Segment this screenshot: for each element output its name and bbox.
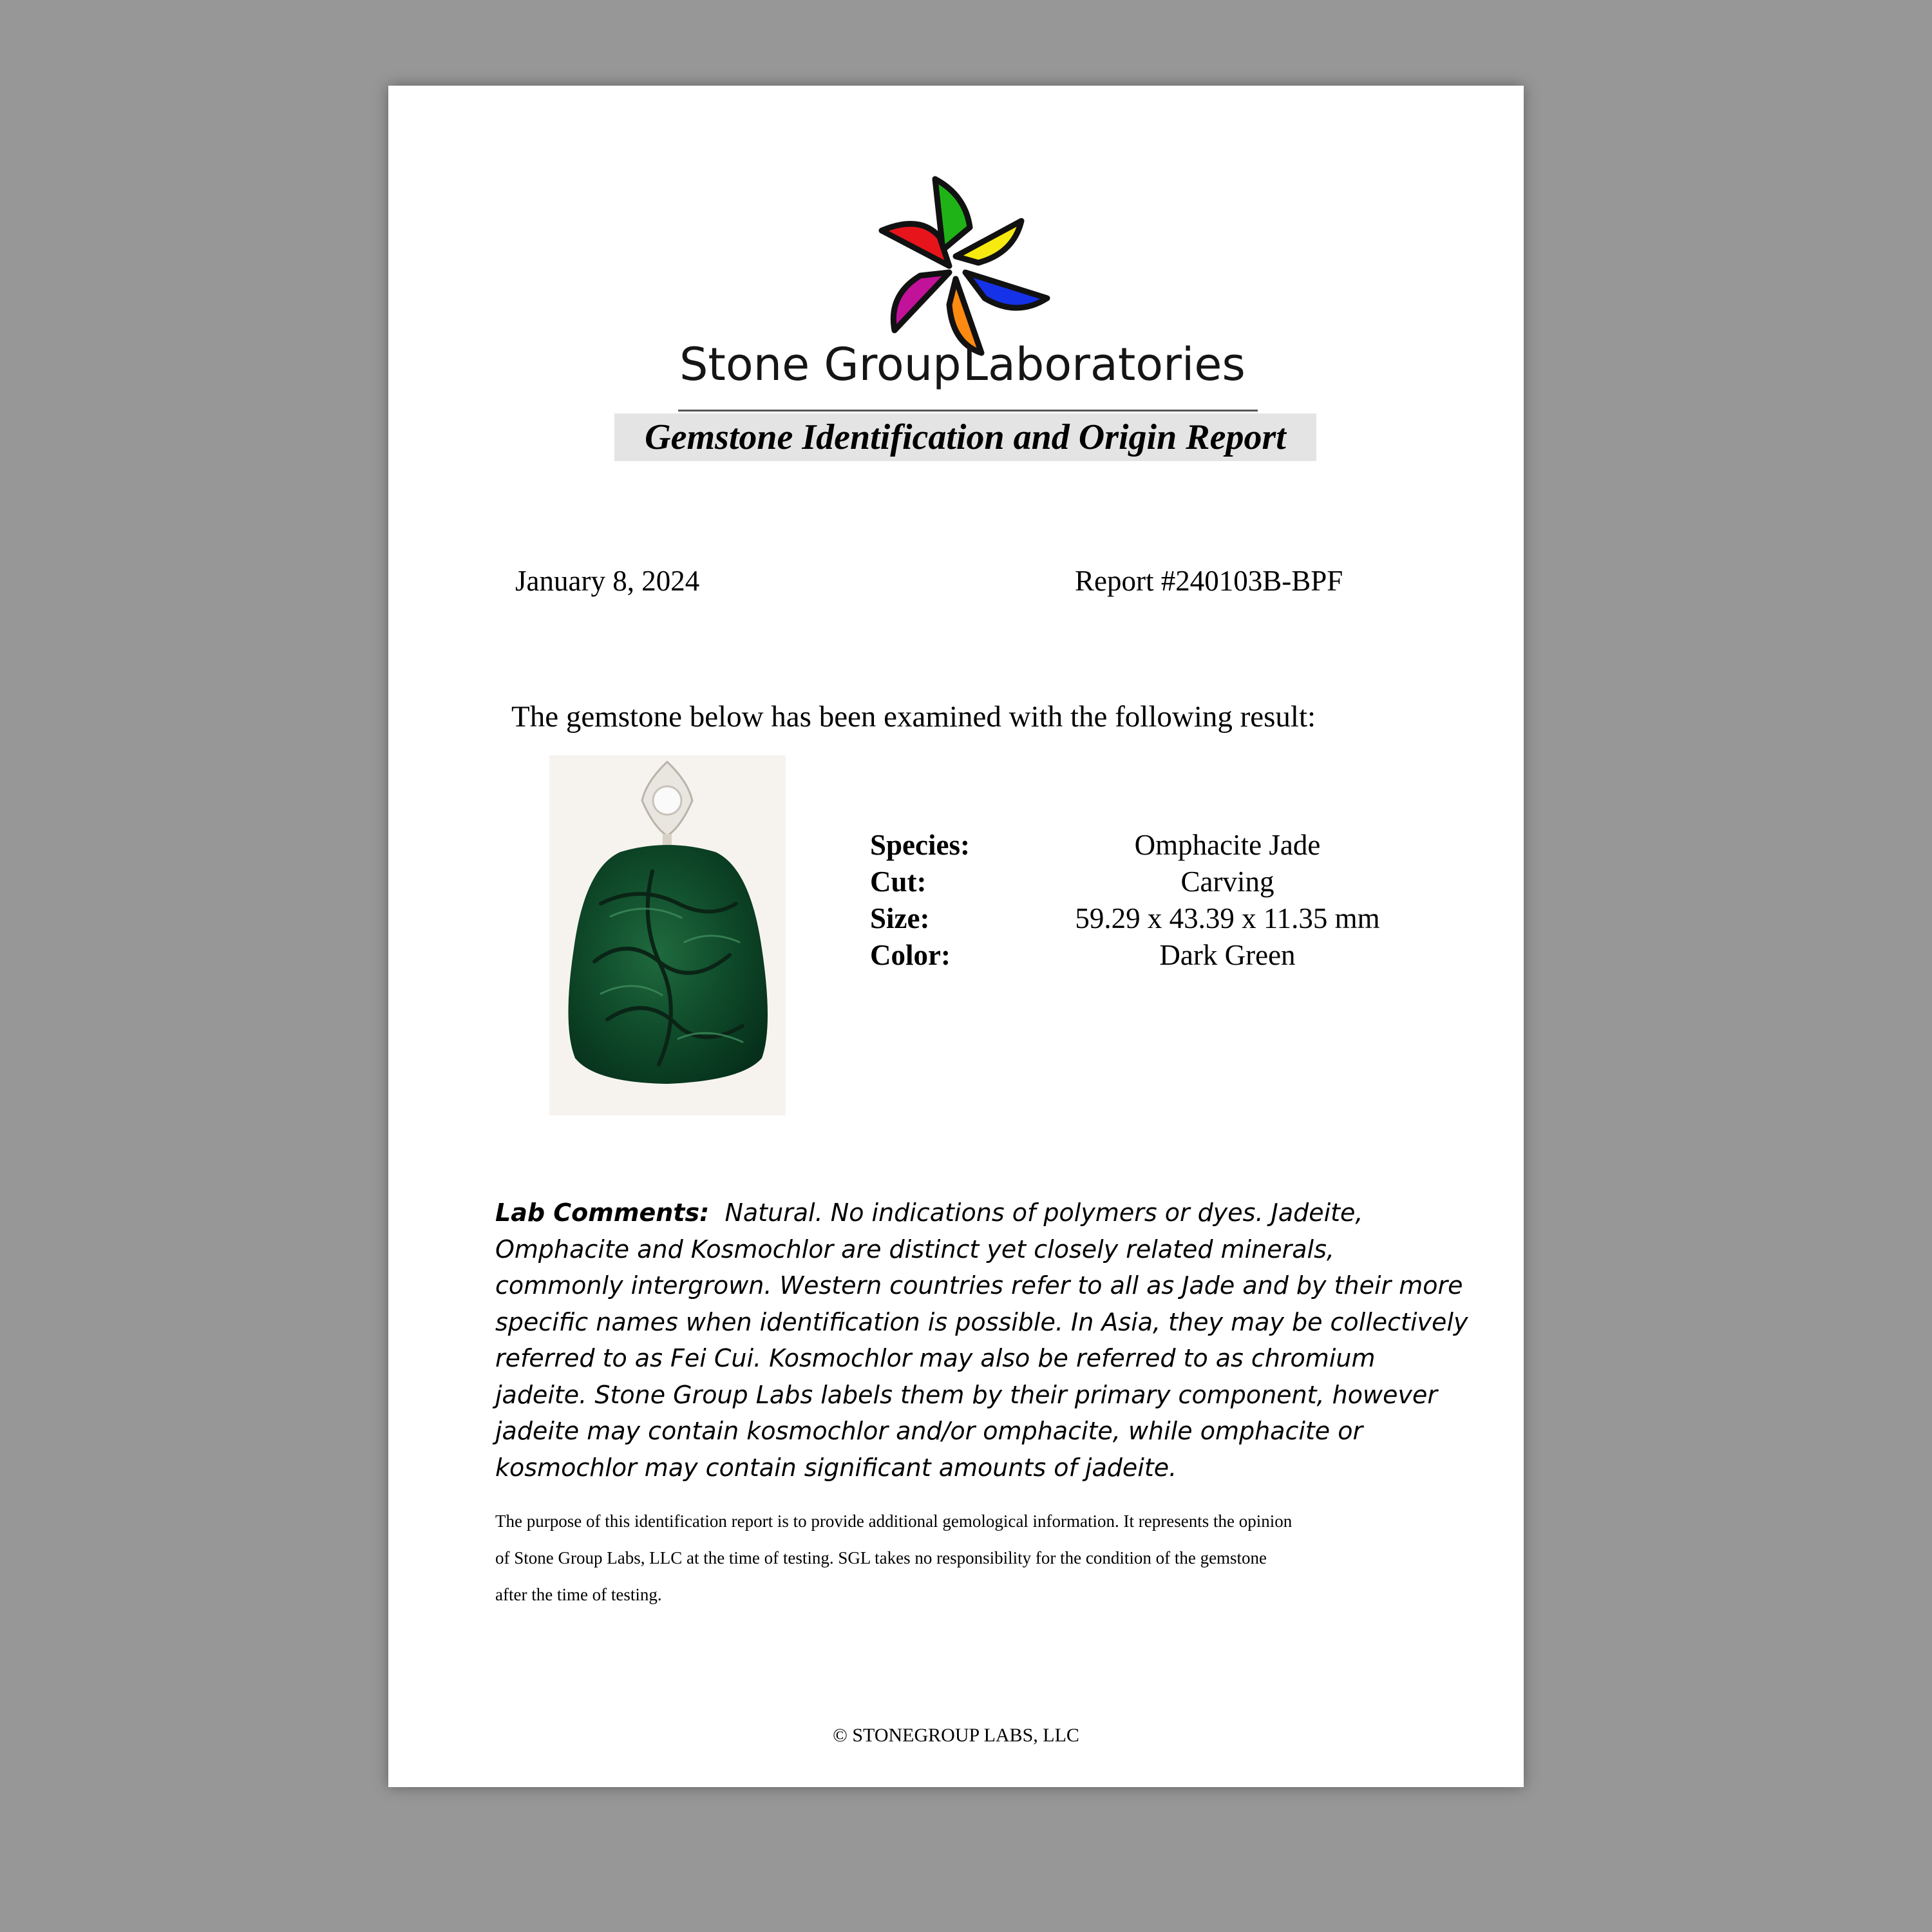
spec-label: Color: <box>870 939 951 971</box>
copyright-footer: © STONEGROUP LABS, LLC <box>833 1725 1079 1746</box>
spec-label: Species: <box>870 829 970 861</box>
logo-petal <box>965 272 1047 308</box>
lab-comments-line: commonly intergrown. Western countries refer to all as Jade and by their more <box>495 1271 1463 1300</box>
pinwheel-logo-icon <box>859 166 1065 359</box>
gemstone-photo <box>549 755 786 1115</box>
spec-value: 59.29 x 43.39 x 11.35 mm <box>1075 902 1380 934</box>
disclaimer <box>495 1503 1435 1613</box>
lab-comments-label: Lab Comments: <box>495 1198 710 1227</box>
intro-text: The gemstone below has been examined with the following result: <box>511 700 1316 734</box>
report-title: Gemstone Identification and Origin Report <box>614 413 1316 461</box>
spec-label: Size: <box>870 902 930 934</box>
lab-comments <box>495 1195 1468 1486</box>
spec-value: Dark Green <box>1159 939 1296 971</box>
lab-comments-line: jadeite may contain kosmochlor and/or omphacite, while omphacite or <box>495 1417 1363 1445</box>
disclaimer-line: of Stone Group Labs, LLC at the time of testing. SGL takes no responsibility for the condition of the gemstone <box>495 1548 1267 1567</box>
lab-comments-line: Omphacite and Kosmochlor are distinct yet closely related minerals, <box>495 1235 1334 1264</box>
lab-comments-line: jadeite. Stone Group Labs labels them by their primary component, however <box>495 1380 1437 1409</box>
brand-name-left: Stone Group <box>679 338 961 391</box>
disclaimer-line: The purpose of this identification report is to provide additional gemological information. It represents the opinion <box>495 1511 1293 1531</box>
lab-comments-line: specific names when identification is possible. In Asia, they may be collectively <box>495 1307 1468 1336</box>
lab-comments-line: kosmochlor may contain significant amounts of jadeite. <box>495 1453 1177 1482</box>
spec-value: Carving <box>1180 866 1274 898</box>
spec-value: Omphacite Jade <box>1134 829 1321 861</box>
spec-row-species <box>870 828 1450 865</box>
lab-comments-line <box>495 1195 1448 1231</box>
brand-name <box>678 338 1258 409</box>
disclaimer-line: after the time of testing. <box>495 1585 662 1604</box>
report-page <box>388 86 1524 1787</box>
report-number: Report #240103B-BPF <box>1075 565 1343 597</box>
spec-row-cut <box>870 865 1450 902</box>
brand-divider <box>678 410 1258 412</box>
spec-row-size <box>870 902 1450 938</box>
spec-label: Cut: <box>870 866 927 898</box>
brand-name-right: Laboratories <box>963 338 1245 391</box>
lab-comments-text: Natural. No indications of polymers or dyes. Jadeite, <box>724 1198 1363 1227</box>
spec-row-color <box>870 938 1450 975</box>
lab-comments-line: referred to as Fei Cui. Kosmochlor may also be referred to as chromium <box>495 1344 1376 1372</box>
logo-petal <box>893 272 949 330</box>
report-date: January 8, 2024 <box>515 565 700 597</box>
